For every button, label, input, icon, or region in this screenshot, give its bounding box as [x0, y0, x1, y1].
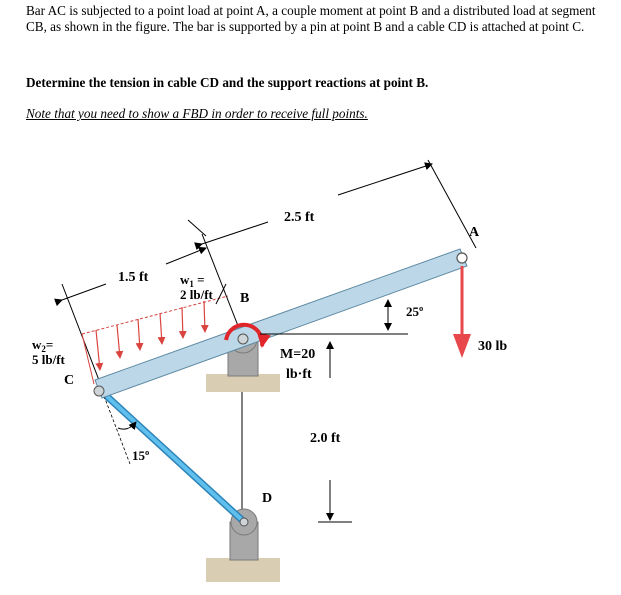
point-label-C: C [64, 373, 75, 388]
w1-value: 2 lb/ft [180, 287, 213, 302]
point-load-A [453, 266, 507, 358]
problem-prompt: Determine the tension in cable CD and the support reactions at point B. [26, 75, 429, 90]
dimension-vertical [310, 342, 352, 522]
dim-label-2-5ft: 2.5 ft [284, 210, 315, 225]
svg-text:w1 =: $w_1$ = [180, 272, 205, 289]
w2-value: 5 lb/ft [32, 352, 65, 367]
angle-label-15: 15º [132, 448, 150, 463]
point-label-D: D [262, 491, 273, 506]
load-label-30lb: 30 lb [478, 339, 508, 354]
svg-text:w2=: $w_2=$ [32, 337, 54, 354]
point-label-B: B [240, 291, 250, 306]
problem-statement: Bar AC is subjected to a point load at point A, a couple moment at point B and a distributed load at segment CB, as shown in the figure. The bar is supported by a pin at point B and a cable CD is attached at point C. [26, 3, 596, 34]
svg-text:M=20: M=20 [280, 347, 316, 362]
angle-label-25: 25º [406, 304, 424, 319]
fbd-note: Note that you need to show a FBD in order to receive full points. [26, 106, 368, 121]
dim-label-2-0ft: 2.0 ft [310, 431, 341, 446]
bar-AC [94, 249, 467, 398]
w2-label [32, 337, 66, 367]
svg-text:lb·ft: lb·ft [286, 367, 312, 382]
pin-support-B [206, 325, 280, 540]
moment-label [280, 347, 315, 382]
dimension-bar-BA [188, 160, 476, 248]
point-label-A: A [469, 225, 480, 240]
dim-label-1-5ft: 1.5 ft [118, 270, 149, 285]
cable-CD [100, 390, 248, 526]
